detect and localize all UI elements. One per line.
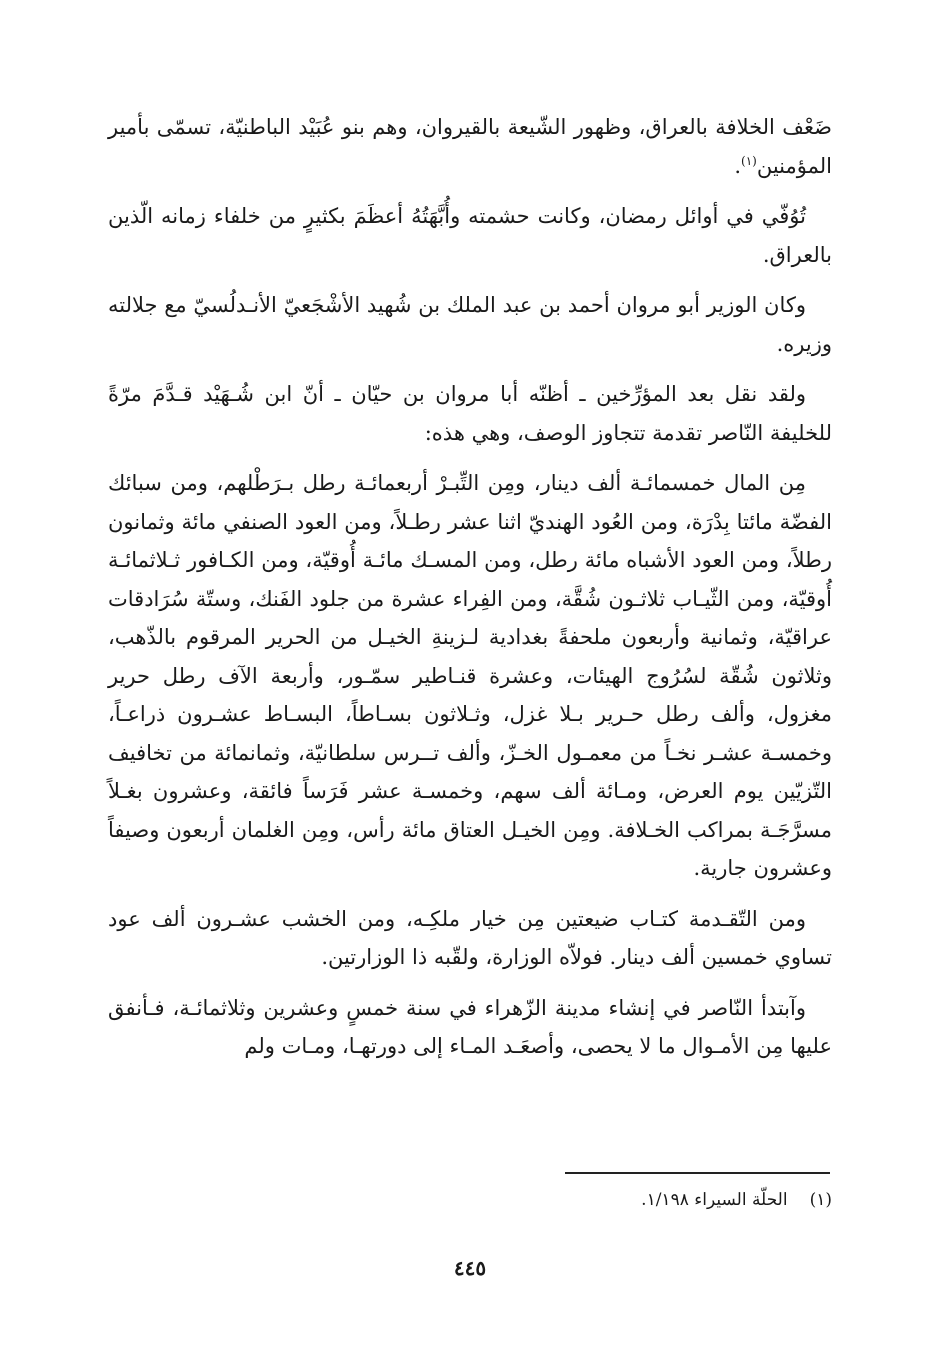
paragraph-5: مِن المال خمسمائـة ألف دينار، ومِن التِّبـرْ أربعمائـة رطل بـرَطْلهم، ومن سبائك الفضّة مائتا بِدْرَة، ومن العُود الهنديّ اثنا عشر رطـلاً، ومن العود الصنفي مائة وثمانون رطلاً، ومن العود الأشباه مائة رطل، ومن المسـك مائـة أُوقيّة، ومن الكـافور ثـلاثمائـة أُوقيّة، ومن الثّيـاب ثلاثـون شُقَّة، ومن الفِراء عشرة من جلود الفَنك، وستّة سُرَادقات عراقيّة، وثمانية وأربعون ملحفةً بغدادية لـزينةِ الخيـل من الحرير المرقوم بالذّهب، وثلاثون شُقّة لسُرُوج الهيئات، وعشرة قنـاطير سمّـور، وأربعة الآف رطل حرير مغزول، وألف رطل حـرير بـلا غزل، وثـلاثون بسـاطاً، البسـاط عشـرون ذراعـاً، وخمسـة عشـر نخـاً من معمـول الخـزّ، وألف تــرس سلطانيّة، وثمانمائة من تخافيف التّزيّين يوم العرض، ومـائة ألف سهم، وخمسـة عشر فَرَساً فائقة، وعشرون بغـلاً مسرَّجَـة بمراكب الخـلافة. ومِن الخيـل العتاق مائة رأس، ومِن الغلمان أربعون وصيفاً وعشرون جارية.	[108, 471, 832, 880]
footnote-ref[interactable]: (١)	[741, 153, 757, 168]
paragraph-4: ولقد نقل بعد المؤرِّخين ـ أظنّه أبا مروان بن حيّان ـ أنّ ابن شُـهَيْد قـدَّمَ مرّةً للخليفة النّاصر تقدمة تتجاوز الوصف، وهي هذه:	[108, 382, 832, 445]
page-number: ٤٤٥	[453, 1256, 487, 1280]
paragraph-2: تُوُفّي في أوائل رمضان، وكانت حشمته وأُبَّهَتُهُ أعظَمَ بكثيرٍ من خلفاء زمانه الّذين بالعراق.	[108, 204, 832, 267]
paragraph-1-tail: .	[734, 153, 742, 178]
footnote-text: الحلّة السيراء ١/١٩٨.	[641, 1190, 788, 1210]
footnote-divider	[565, 1172, 830, 1174]
body-text	[108, 108, 832, 1078]
paragraph-6: ومن التّقـدمة كتـاب ضيعتين مِن خيار ملكِـه، ومن الخشب عشـرون ألف عود تساوي خمسين ألف دينار. فولاّه الوزارة، ولقّبه ذا الوزارتين.	[108, 906, 832, 969]
footnote-number: (١)	[809, 1190, 832, 1210]
paragraph-7: وآبتدأ النّاصر في إنشاء مدينة الزّهراء في سنة خمسٍ وعشرين وثلاثمائـة، فـأنفق عليها مِن الأمـوال ما لا يحصى، وأصعَـد المـاء إلى دورتهـا، ومـات ولم	[108, 995, 832, 1058]
paragraph-1	[108, 108, 832, 185]
paragraph-1-text: ضَعْف الخلافة بالعراق، وظهور الشّيعة بالقيروان، وهم بنو عُبَيْد الباطنيّة، تسمّى بأمير المؤمنين	[108, 115, 832, 178]
footnote	[108, 1186, 832, 1214]
paragraph-3: وكان الوزير أبو مروان أحمد بن عبد الملك بن شُهيد الأشْجَعيّ الأنـدلُسيّ مع جلالته وزيره.	[108, 293, 832, 356]
